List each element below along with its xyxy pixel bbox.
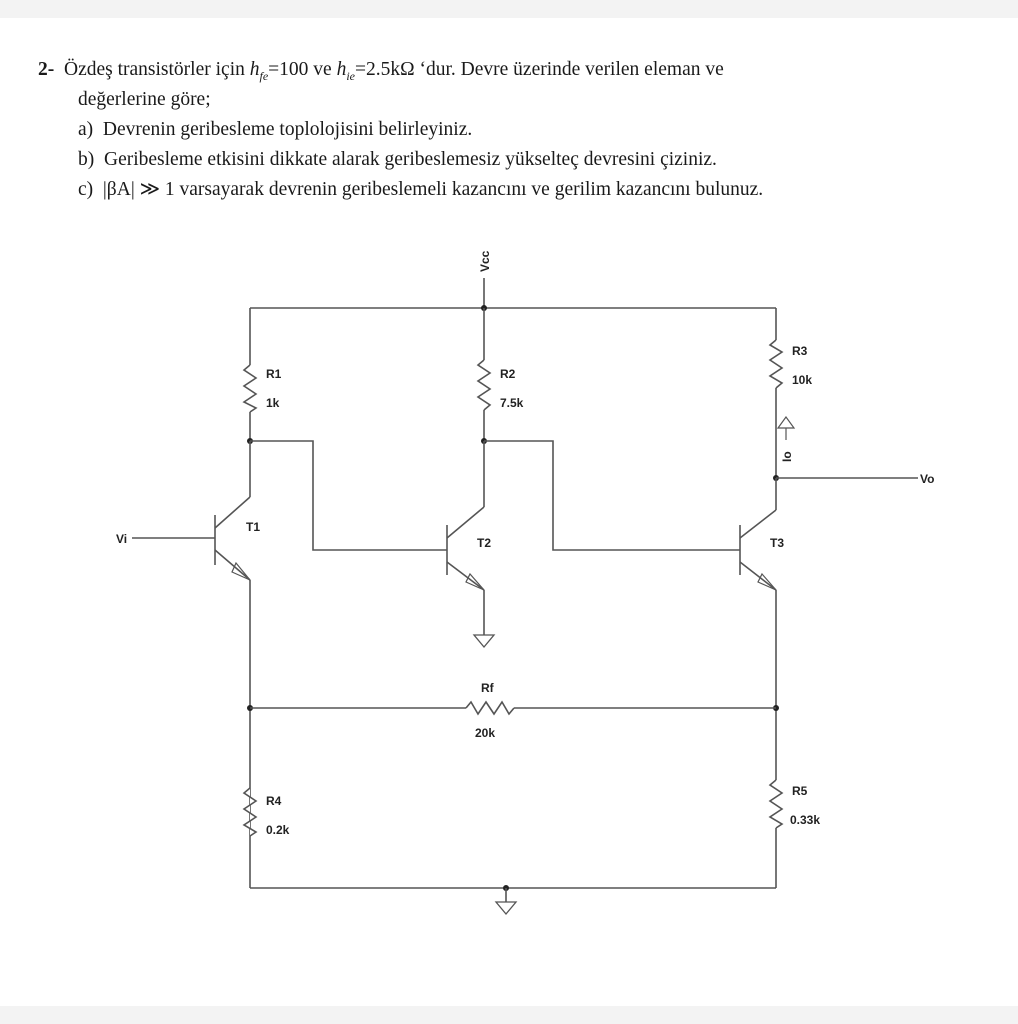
r4-value: 0.2k [266, 823, 290, 837]
hie-sub: ie [346, 68, 355, 83]
io-arrow-icon [778, 417, 794, 428]
resistor-r1 [244, 365, 256, 412]
rf-name: Rf [481, 681, 494, 695]
r1-value: 1k [266, 396, 280, 410]
ground-icon [496, 902, 516, 914]
r5-name: R5 [792, 784, 808, 798]
resistor-r5 [770, 780, 782, 828]
resistor-r3 [770, 340, 782, 388]
resistor-r4 [244, 788, 256, 836]
hfe-symbol: h [249, 59, 260, 80]
vcc-label: Vcc [478, 250, 492, 272]
r4-name: R4 [266, 794, 282, 808]
resistor-r2 [478, 360, 490, 410]
question-line2: değerlerine göre; [78, 89, 211, 110]
vi-label: Vi [116, 532, 128, 546]
t3-label: T3 [770, 536, 785, 550]
hfe-sub: fe [259, 68, 269, 83]
item-text: |βA| ≫ 1 varsayarak devrenin geribeslemeli kazancını ve gerilim kazancını bulunuz. [102, 179, 764, 200]
r2-value: 7.5k [500, 396, 524, 410]
item-text: Devrenin geribesleme toplolojisini belirleyiniz. [102, 119, 473, 140]
resistor-rf [466, 702, 514, 714]
item-label: b) [78, 149, 95, 170]
io-label: Io [780, 451, 794, 462]
r1-name: R1 [266, 367, 282, 381]
hie-value: =2.5kΩ ‘dur. Devre üzerinde verilen eleman ve [355, 59, 724, 80]
text: Özdeş transistörler için [64, 59, 250, 80]
r5-value: 0.33k [790, 813, 821, 827]
ground-icon [474, 635, 494, 647]
hie-symbol: h [336, 59, 347, 80]
item-text: Geribesleme etkisini dikkate alarak geribeslemesiz yükselteç devresini çiziniz. [104, 149, 717, 170]
question-number: 2- [38, 59, 55, 80]
rf-value: 20k [475, 726, 496, 740]
item-label: a) [78, 119, 94, 140]
r2-name: R2 [500, 367, 516, 381]
hfe-value: =100 ve [268, 59, 337, 80]
item-label: c) [78, 179, 94, 200]
t2-label: T2 [477, 536, 492, 550]
r3-name: R3 [792, 344, 808, 358]
t2-emitter-arrow [466, 574, 484, 590]
vo-label: Vo [920, 472, 935, 486]
r3-value: 10k [792, 373, 813, 387]
t1-label: T1 [246, 520, 261, 534]
